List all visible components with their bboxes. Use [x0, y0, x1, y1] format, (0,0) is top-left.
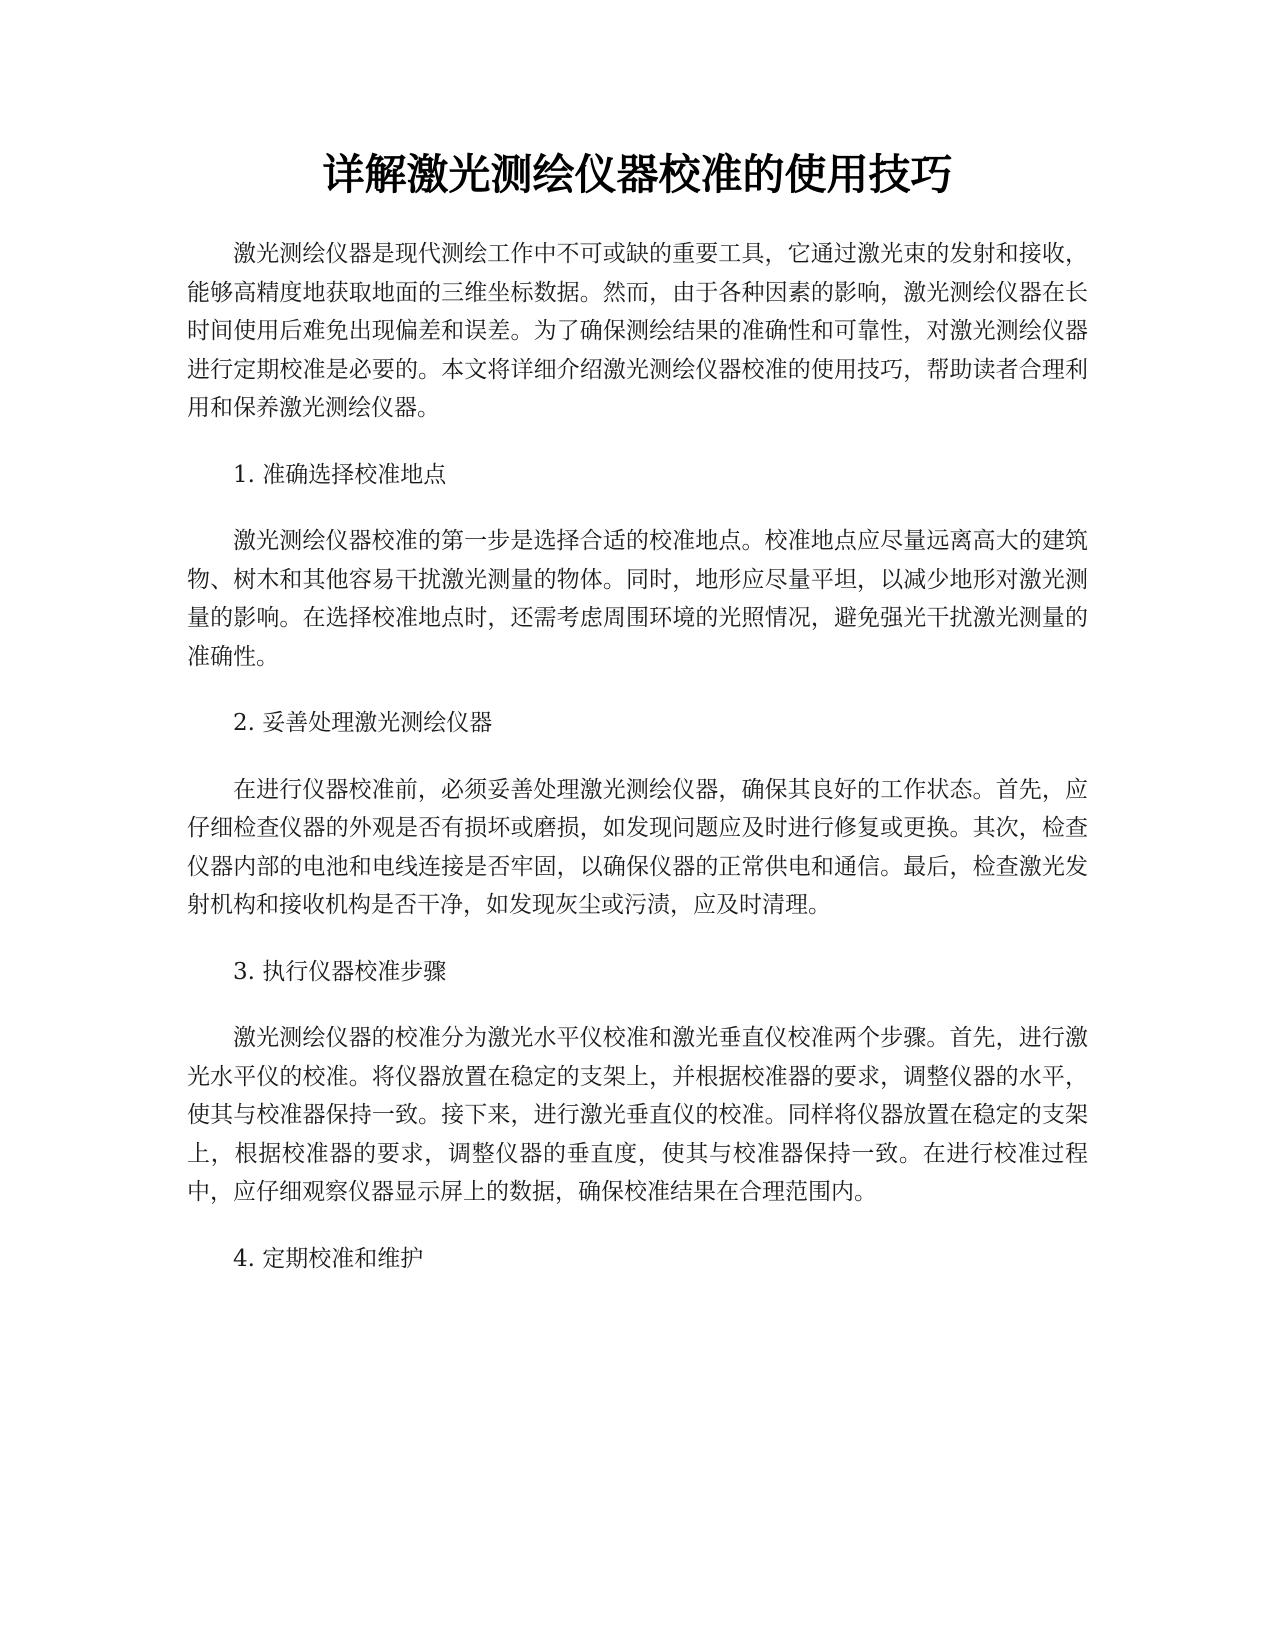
section-paragraph-1: 激光测绘仪器校准的第一步是选择合适的校准地点。校准地点应尽量远离高大的建筑物、树木和其他容易干扰激光测量的物体。同时，地形应尽量平坦，以减少地形对激光测量的影响。在选择校准地点时，还需考虑周围环境的光照情况，避免强光干扰激光测量的准确性。: [187, 528, 1088, 670]
intro-paragraph: 激光测绘仪器是现代测绘工作中不可或缺的重要工具，它通过激光束的发射和接收，能够高精度地获取地面的三维坐标数据。然而，由于各种因素的影响，激光测绘仪器在长时间使用后难免出现偏差和误差。为了确保测绘结果的准确性和可靠性，对激光测绘仪器进行定期校准是必要的。本文将详细介绍激光测绘仪器校准的使用技巧，帮助读者合理利用和保养激光测绘仪器。: [187, 241, 1088, 421]
section-heading-1: 1. 准确选择校准地点: [233, 461, 447, 488]
section-heading-3: 3. 执行仪器校准步骤: [233, 958, 447, 985]
section-heading-4: 4. 定期校准和维护: [233, 1245, 424, 1272]
section-paragraph-3: 激光测绘仪器的校准分为激光水平仪校准和激光垂直仪校准两个步骤。首先，进行激光水平仪的校准。将仪器放置在稳定的支架上，并根据校准器的要求，调整仪器的水平，使其与校准器保持一致。接下来，进行激光垂直仪的校准。同样将仪器放置在稳定的支架上，根据校准器的要求，调整仪器的垂直度，使其与校准器保持一致。在进行校准过程中，应仔细观察仪器显示屏上的数据，确保校准结果在合理范围内。: [187, 1025, 1088, 1205]
document-body: [187, 235, 1088, 1306]
section-paragraph-2: 在进行仪器校准前，必须妥善处理激光测绘仪器，确保其良好的工作状态。首先，应仔细检查仪器的外观是否有损坏或磨损，如发现问题应及时进行修复或更换。其次，检查仪器内部的电池和电线连接是否牢固，以确保仪器的正常供电和通信。最后，检查激光发射机构和接收机构是否干净，如发现灰尘或污渍，应及时清理。: [187, 776, 1088, 918]
section-heading-2: 2. 妥善处理激光测绘仪器: [233, 710, 493, 736]
page-title: 详解激光测绘仪器校准的使用技巧: [322, 150, 953, 199]
